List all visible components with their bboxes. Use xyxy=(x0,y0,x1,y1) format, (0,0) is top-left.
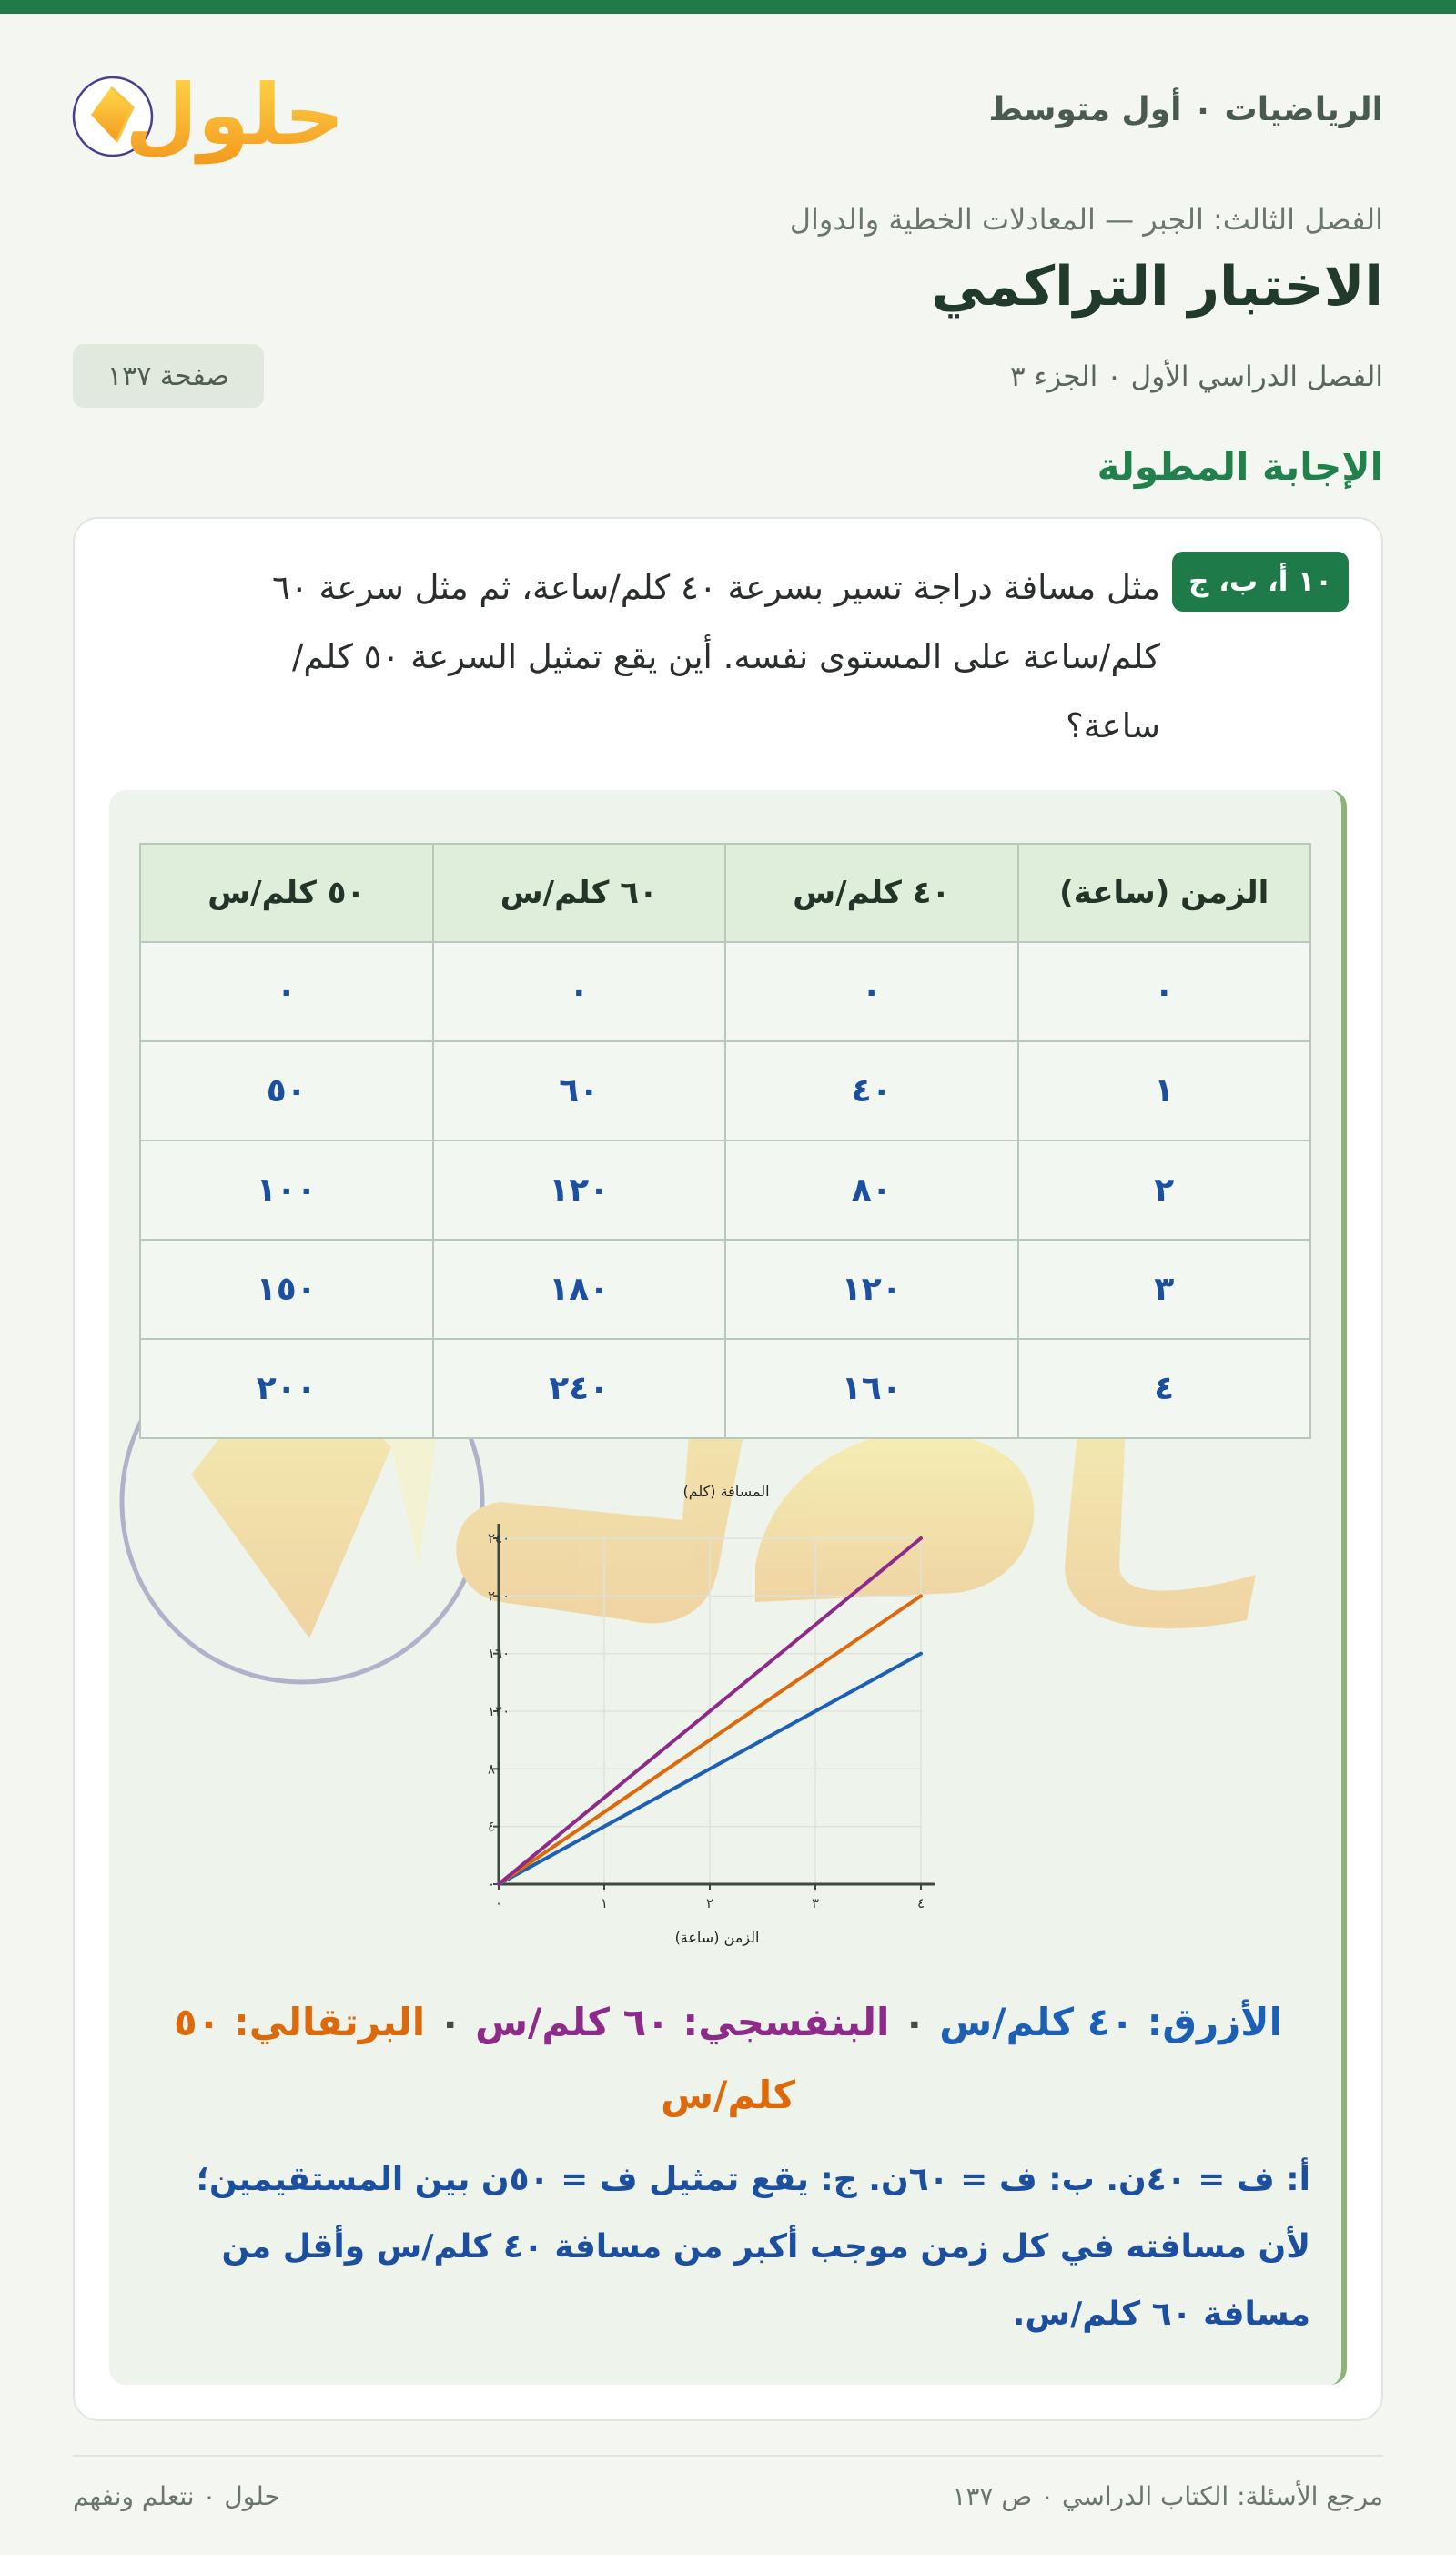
table-cell: ١٢٠ xyxy=(725,1240,1018,1339)
section-title: الإجابة المطولة xyxy=(1097,444,1383,489)
logo-wordmark xyxy=(125,56,345,166)
chapter-label: الفصل الثالث: الجبر — المعادلات الخطية والدوال xyxy=(789,202,1383,237)
distance-table xyxy=(139,843,1311,1439)
table-cell: ٤ xyxy=(1018,1339,1311,1438)
table-cell: ٢٤٠ xyxy=(433,1339,726,1438)
column-header: ٥٠ كلم/س xyxy=(140,844,433,942)
distance-time-chart xyxy=(446,1475,956,1948)
page-number-badge: صفحة ١٣٧ xyxy=(73,344,264,408)
y-tick-label: ٢٠٠ xyxy=(488,1587,511,1605)
answer-explanation: أ: ف = ٤٠ن. ب: ف = ٦٠ن. ج: يقع تمثيل ف = ٥٠ن بين المستقيمين؛ لأن مسافته في كل زمن موجب أكبر من مسافة ٤٠ كلم/س وأقل من مسافة ٦٠ كلم/س. xyxy=(196,2161,1310,2333)
column-header: ٦٠ كلم/س xyxy=(433,844,726,942)
column-header: ٤٠ كلم/س xyxy=(725,844,1018,942)
table-cell: ٠ xyxy=(1018,942,1311,1041)
x-tick-label: ٤ xyxy=(916,1895,925,1911)
question-number-badge: ١٠ أ، ب، ج xyxy=(1172,552,1349,612)
table-cell: ٢٠٠ xyxy=(140,1339,433,1438)
x-tick-label: ١ xyxy=(600,1895,609,1911)
table-cell: ١٥٠ xyxy=(140,1240,433,1339)
table-row xyxy=(140,1041,1310,1141)
footer-divider xyxy=(73,2455,1383,2457)
legend-blue: الأزرق: ٤٠ كلم/س xyxy=(939,2000,1282,2044)
footer-brand: حلول ٠ نتعلم ونفهم xyxy=(73,2481,280,2511)
table-header-row xyxy=(140,844,1310,942)
x-tick-label: ٠ xyxy=(494,1895,503,1911)
y-tick-label: ٠ xyxy=(488,1876,496,1892)
site-logo[interactable] xyxy=(71,56,345,166)
x-axis-label: الزمن (ساعة) xyxy=(674,1929,760,1946)
table-row xyxy=(140,1240,1310,1339)
y-tick-label: ١٢٠ xyxy=(488,1703,511,1719)
table-cell: ٤٠ xyxy=(725,1041,1018,1141)
term-label: الفصل الدراسي الأول ٠ الجزء ٣ xyxy=(1010,360,1383,393)
table-cell: ١٦٠ xyxy=(725,1339,1018,1438)
x-tick-label: ٣ xyxy=(811,1895,820,1911)
footer-source: مرجع الأسئلة: الكتاب الدراسي ٠ ص ١٣٧ xyxy=(952,2481,1383,2511)
table-cell: ٣ xyxy=(1018,1240,1311,1339)
y-axis-label: المسافة (كلم) xyxy=(682,1483,770,1500)
table-row xyxy=(140,942,1310,1041)
subject-label: الرياضيات ٠ أول متوسط xyxy=(988,91,1383,128)
legend-orange: البرتقالي: ٥٠ كلم/س xyxy=(174,2000,795,2117)
table-cell: ٥٠ xyxy=(140,1041,433,1141)
table-cell: ١٢٠ xyxy=(433,1141,726,1240)
table-cell: ٠ xyxy=(140,942,433,1041)
table-cell: ١ xyxy=(1018,1041,1311,1141)
y-tick-label: ٤٠ xyxy=(488,1818,503,1835)
table-row xyxy=(140,1339,1310,1438)
logo-text: حلول xyxy=(125,66,345,164)
y-tick-label: ٢٤٠ xyxy=(488,1530,511,1546)
legend-separator: ٠ xyxy=(425,2000,476,2044)
table-cell: ٦٠ xyxy=(433,1041,726,1141)
table-cell: ٠ xyxy=(433,942,726,1041)
column-header: الزمن (ساعة) xyxy=(1018,844,1311,942)
table-cell: ٨٠ xyxy=(725,1141,1018,1240)
top-accent-bar xyxy=(0,0,1456,14)
question-text: مثل مسافة دراجة تسير بسرعة ٤٠ كلم/ساعة، ثم مثل سرعة ٦٠ كلم/ساعة على المستوى نفسه. أين يقع تمثيل السرعة ٥٠ كلم/ ساعة؟ xyxy=(272,568,1160,745)
table-cell: ٠ xyxy=(725,942,1018,1041)
y-tick-label: ٨٠ xyxy=(488,1760,503,1778)
table-cell: ١٠٠ xyxy=(140,1141,433,1240)
y-tick-label: ١٦٠ xyxy=(488,1645,511,1662)
page-title: الاختبار التراكمي xyxy=(931,255,1383,319)
table-cell: ١٨٠ xyxy=(433,1240,726,1339)
table-cell: ٢ xyxy=(1018,1141,1311,1240)
x-tick-label: ٢ xyxy=(705,1895,714,1911)
table-row xyxy=(140,1141,1310,1240)
legend-separator: ٠ xyxy=(889,2000,940,2044)
chart-legend xyxy=(136,1986,1320,2132)
legend-purple: البنفسجي: ٦٠ كلم/س xyxy=(475,2000,890,2044)
